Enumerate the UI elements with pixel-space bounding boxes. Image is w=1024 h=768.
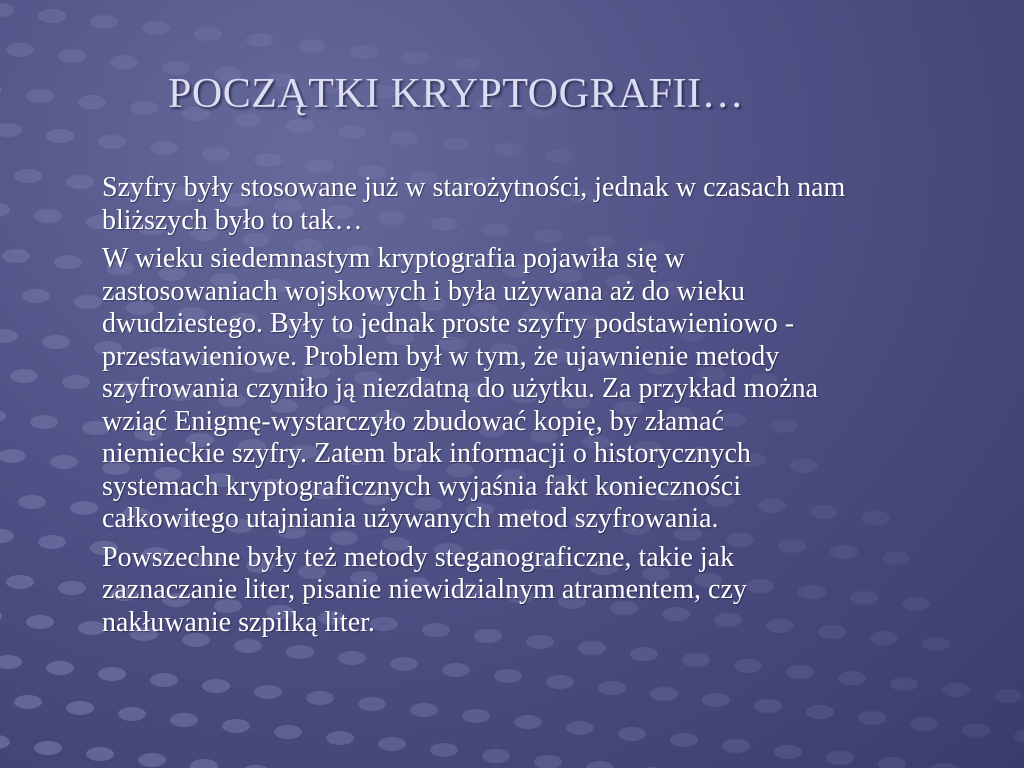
- background-dot: [150, 141, 178, 155]
- background-dot: [566, 721, 594, 735]
- background-dot: [754, 699, 782, 713]
- background-dot: [90, 15, 118, 29]
- background-dot: [38, 535, 66, 549]
- background-dot: [194, 27, 222, 41]
- background-dot: [18, 495, 46, 509]
- background-dot: [786, 665, 814, 679]
- background-dot: [442, 663, 470, 677]
- paragraph-2-line: wziąć Enigmę-wystarczyło zbudować kopię, by złamać: [102, 405, 724, 437]
- background-dot: [0, 655, 22, 669]
- paragraph-1-line: bliższych było to tak…: [102, 204, 363, 236]
- background-dot: [0, 409, 6, 423]
- background-dot: [142, 21, 170, 35]
- background-dot: [358, 697, 386, 711]
- background-dot: [42, 335, 70, 349]
- background-dot: [54, 255, 82, 269]
- background-dot: [6, 43, 34, 57]
- background-dot: [202, 147, 230, 161]
- background-dot: [774, 745, 802, 759]
- paragraph-2-line: przestawieniowe. Problem był w tym, że ujawnienie metody: [102, 340, 780, 372]
- background-dot: [0, 529, 14, 543]
- background-dot: [702, 693, 730, 707]
- background-dot: [222, 719, 250, 733]
- background-dot: [806, 705, 834, 719]
- background-dot: [338, 125, 366, 139]
- background-dot: [890, 677, 918, 691]
- background-dot: [2, 249, 30, 263]
- background-dot: [546, 149, 574, 163]
- background-dot: [586, 761, 614, 768]
- background-dot: [254, 685, 282, 699]
- background-dot: [390, 131, 418, 145]
- paragraph-2-line: szyfrowania czyniło ją niezdatną do użytku. Za przykład można: [102, 373, 819, 404]
- background-dot: [722, 739, 750, 753]
- background-dot: [78, 95, 106, 109]
- background-dot: [930, 763, 958, 768]
- background-dot: [338, 651, 366, 665]
- background-dot: [670, 733, 698, 747]
- background-dot: [494, 669, 522, 683]
- paragraph-2-line: W wieku siedemnastym kryptografia pojawiła się w: [102, 243, 685, 274]
- background-dot: [50, 455, 78, 469]
- background-dot: [306, 691, 334, 705]
- background-dot: [402, 51, 430, 65]
- background-dot: [170, 713, 198, 727]
- background-dot: [274, 725, 302, 739]
- background-dot: [734, 659, 762, 673]
- background-dot: [70, 501, 98, 515]
- background-dot: [826, 751, 854, 765]
- background-dot: [34, 209, 62, 223]
- background-dot: [62, 375, 90, 389]
- background-dot: [66, 175, 94, 189]
- background-dot: [494, 143, 522, 157]
- background-dot: [46, 661, 74, 675]
- background-dot: [254, 153, 282, 167]
- background-dot: [74, 295, 102, 309]
- background-dot: [838, 671, 866, 685]
- background-dot: [110, 55, 138, 69]
- background-dot: [618, 727, 646, 741]
- background-dot: [462, 709, 490, 723]
- slide-body: [102, 172, 972, 645]
- background-dot: [202, 679, 230, 693]
- background-dot: [118, 707, 146, 721]
- slide-title: POCZĄTKI KRYPTOGRAFII…: [168, 71, 745, 117]
- background-dot: [10, 369, 38, 383]
- background-dot: [994, 689, 1022, 703]
- background-dot: [0, 123, 22, 137]
- background-dot: [30, 415, 58, 429]
- background-dot: [14, 695, 42, 709]
- background-dot: [86, 747, 114, 761]
- paragraph-2-line: całkowitego utajniania używanych metod szyfrowania.: [102, 503, 719, 534]
- background-dot: [58, 49, 86, 63]
- background-dot: [546, 675, 574, 689]
- background-dot: [306, 159, 334, 173]
- background-dot: [326, 731, 354, 745]
- paragraph-3: [102, 542, 972, 640]
- background-dot: [26, 89, 54, 103]
- background-dot: [1014, 729, 1024, 743]
- background-dot: [0, 83, 2, 97]
- background-dot: [0, 203, 10, 217]
- paragraph-2-line: niemieckie szyfry. Zatem brak informacji o historycznych: [102, 438, 751, 469]
- background-dot: [298, 39, 326, 53]
- paragraph-3-line: zaznaczanie liter, pisanie niewidzialnym atramentem, czy: [102, 574, 747, 605]
- background-dot: [26, 615, 54, 629]
- background-dot: [910, 717, 938, 731]
- background-dot: [286, 645, 314, 659]
- paragraph-1-line: Szyfry były stosowane już w starożytności, jednak w czasach nam: [102, 172, 846, 203]
- background-dot: [46, 129, 74, 143]
- background-dot: [454, 57, 482, 71]
- paragraph-3-line: nakłuwanie szpilką liter.: [102, 606, 375, 638]
- background-dot: [350, 45, 378, 59]
- paragraph-2-line: zastosowaniach wojskowych i była używana aż do wieku: [102, 275, 746, 307]
- background-dot: [66, 701, 94, 715]
- background-dot: [98, 135, 126, 149]
- background-dot: [98, 667, 126, 681]
- background-dot: [598, 681, 626, 695]
- background-dot: [6, 575, 34, 589]
- background-dot: [150, 673, 178, 687]
- paragraph-2: [102, 243, 972, 536]
- background-dot: [190, 759, 218, 768]
- background-dot: [410, 703, 438, 717]
- background-dot: [682, 653, 710, 667]
- background-dot: [0, 449, 26, 463]
- background-dot: [482, 749, 510, 763]
- background-dot: [390, 657, 418, 671]
- background-dot: [130, 101, 158, 115]
- background-dot: [878, 757, 906, 768]
- background-dot: [0, 3, 14, 17]
- background-dot: [942, 683, 970, 697]
- background-dot: [58, 581, 86, 595]
- background-dot: [630, 647, 658, 661]
- paragraph-1: [102, 172, 972, 237]
- background-dot: [442, 137, 470, 151]
- paragraph-2-line: systemach kryptograficznych wyjaśnia fakt konieczności: [102, 470, 742, 502]
- background-dot: [962, 723, 990, 737]
- background-dot: [430, 743, 458, 757]
- background-dot: [0, 609, 2, 623]
- background-dot: [0, 735, 10, 749]
- paragraph-2-line: dwudziestego. Były to jednak proste szyfry podstawieniowo -: [102, 308, 795, 339]
- background-dot: [286, 119, 314, 133]
- background-dot: [138, 753, 166, 767]
- background-dot: [378, 737, 406, 751]
- background-dot: [650, 687, 678, 701]
- background-dot: [0, 329, 18, 343]
- background-dot: [34, 741, 62, 755]
- background-dot: [858, 711, 886, 725]
- background-dot: [38, 9, 66, 23]
- background-dot: [22, 289, 50, 303]
- paragraph-3-line: Powszechne były też metody steganograficzne, takie jak: [102, 541, 735, 573]
- background-dot: [534, 755, 562, 768]
- background-dot: [246, 33, 274, 47]
- background-dot: [14, 169, 42, 183]
- background-dot: [514, 715, 542, 729]
